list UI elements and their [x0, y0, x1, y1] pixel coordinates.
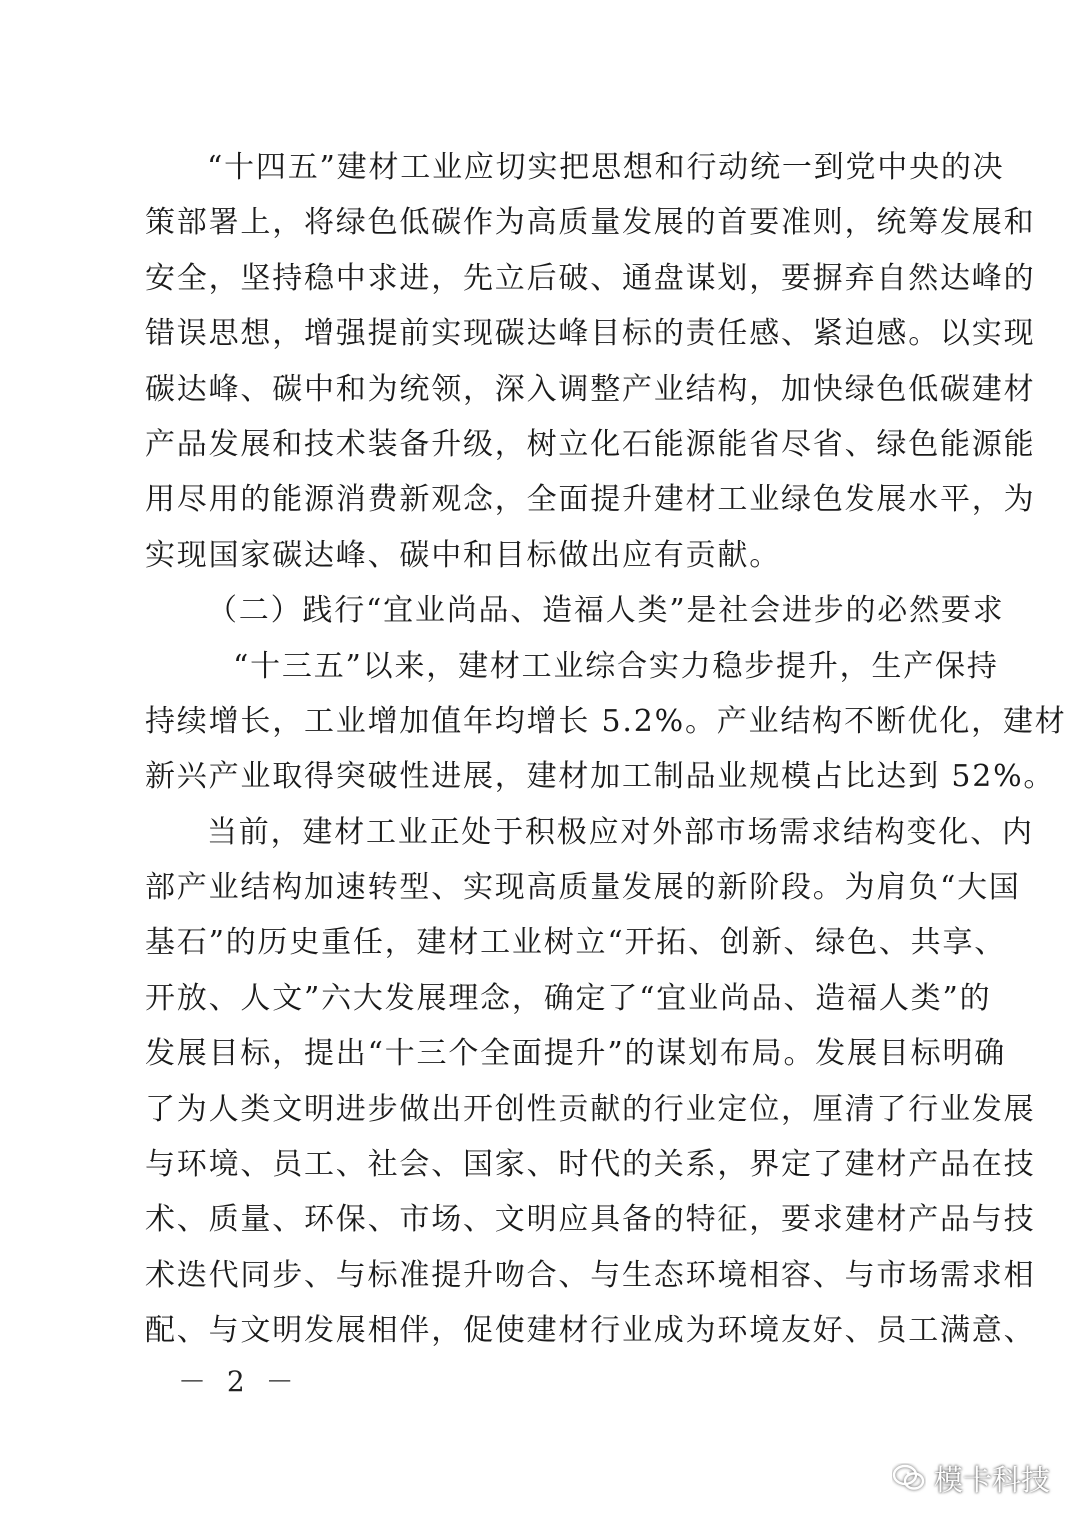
paragraph-3-line-8: 术、质量、环保、市场、文明应具备的特征，要求建材产品与技	[145, 1202, 1036, 1238]
paragraph-1-line-2: 策部署上，将绿色低碳作为高质量发展的首要准则，统筹发展和	[145, 205, 1036, 241]
paragraph-3-line-3: 基石”的历史重任，建材工业树立“开拓、创新、绿色、共享、	[145, 925, 1007, 961]
paragraph-3-line-10: 配、与文明发展相伴，促使建材行业成为环境友好、员工满意、	[145, 1313, 1036, 1349]
paragraph-3-line-2: 部产业结构加速转型、实现高质量发展的新阶段。为肩负“大国	[145, 870, 1021, 906]
paragraph-1-line-7: 用尽用的能源消费新观念，全面提升建材工业绿色发展水平，为	[145, 482, 1036, 518]
paragraph-1-line-1: “十四五”建材工业应切实把思想和行动统一到党中央的决	[207, 150, 1005, 185]
wechat-icon	[892, 1463, 926, 1493]
paragraph-3-line-1: 当前，建材工业正处于积极应对外部市场需求结构变化、内	[207, 814, 1034, 850]
watermark	[892, 1448, 1050, 1508]
paragraph-1-line-8: 实现国家碳达峰、碳中和目标做出应有贡献。	[145, 537, 781, 573]
paragraph-2-line-2: 持续增长，工业增加值年均增长 5.2%。产业结构不断优化，建材	[145, 703, 1067, 739]
paragraph-3-line-5: 发展目标，提出“十三个全面提升”的谋划布局。发展目标明确	[145, 1036, 1007, 1072]
paragraph-1-line-6: 产品发展和技术装备升级，树立化石能源能省尽省、绿色能源能	[145, 426, 1036, 462]
paragraph-3-line-6: 了为人类文明进步做出开创性贡献的行业定位，厘清了行业发展	[145, 1091, 1036, 1127]
paragraph-3-line-9: 术迭代同步、与标准提升吻合、与生态环境相容、与市场需求相	[145, 1257, 1036, 1293]
page-number: － 2 －	[178, 1365, 300, 1398]
paragraph-1-line-5: 碳达峰、碳中和为统领，深入调整产业结构，加快绿色低碳建材	[145, 371, 1036, 407]
paragraph-3-line-4: 开放、人文”六大发展理念，确定了“宜业尚品、造福人类”的	[145, 980, 992, 1016]
paragraph-1-line-4: 错误思想，增强提前实现碳达峰目标的责任感、紧迫感。以实现	[145, 316, 1036, 352]
paragraph-2-line-3: 新兴产业取得突破性进展，建材加工制品业规模占比达到 52%。	[145, 759, 1056, 795]
paragraph-2-line-1: “十三五”以来，建材工业综合实力稳步提升，生产保持	[233, 648, 999, 684]
paragraph-3-line-7: 与环境、员工、社会、国家、时代的关系，界定了建材产品在技	[145, 1147, 1036, 1183]
body-text	[145, 140, 1067, 1359]
watermark-text: 模卡科技	[933, 1462, 1050, 1497]
paragraph-1-line-3: 安全，坚持稳中求进，先立后破、通盘谋划，要摒弃自然达峰的	[145, 260, 1036, 296]
section-heading-2: （二）践行“宜业尚品、造福人类”是社会进步的必然要求	[207, 593, 1005, 629]
